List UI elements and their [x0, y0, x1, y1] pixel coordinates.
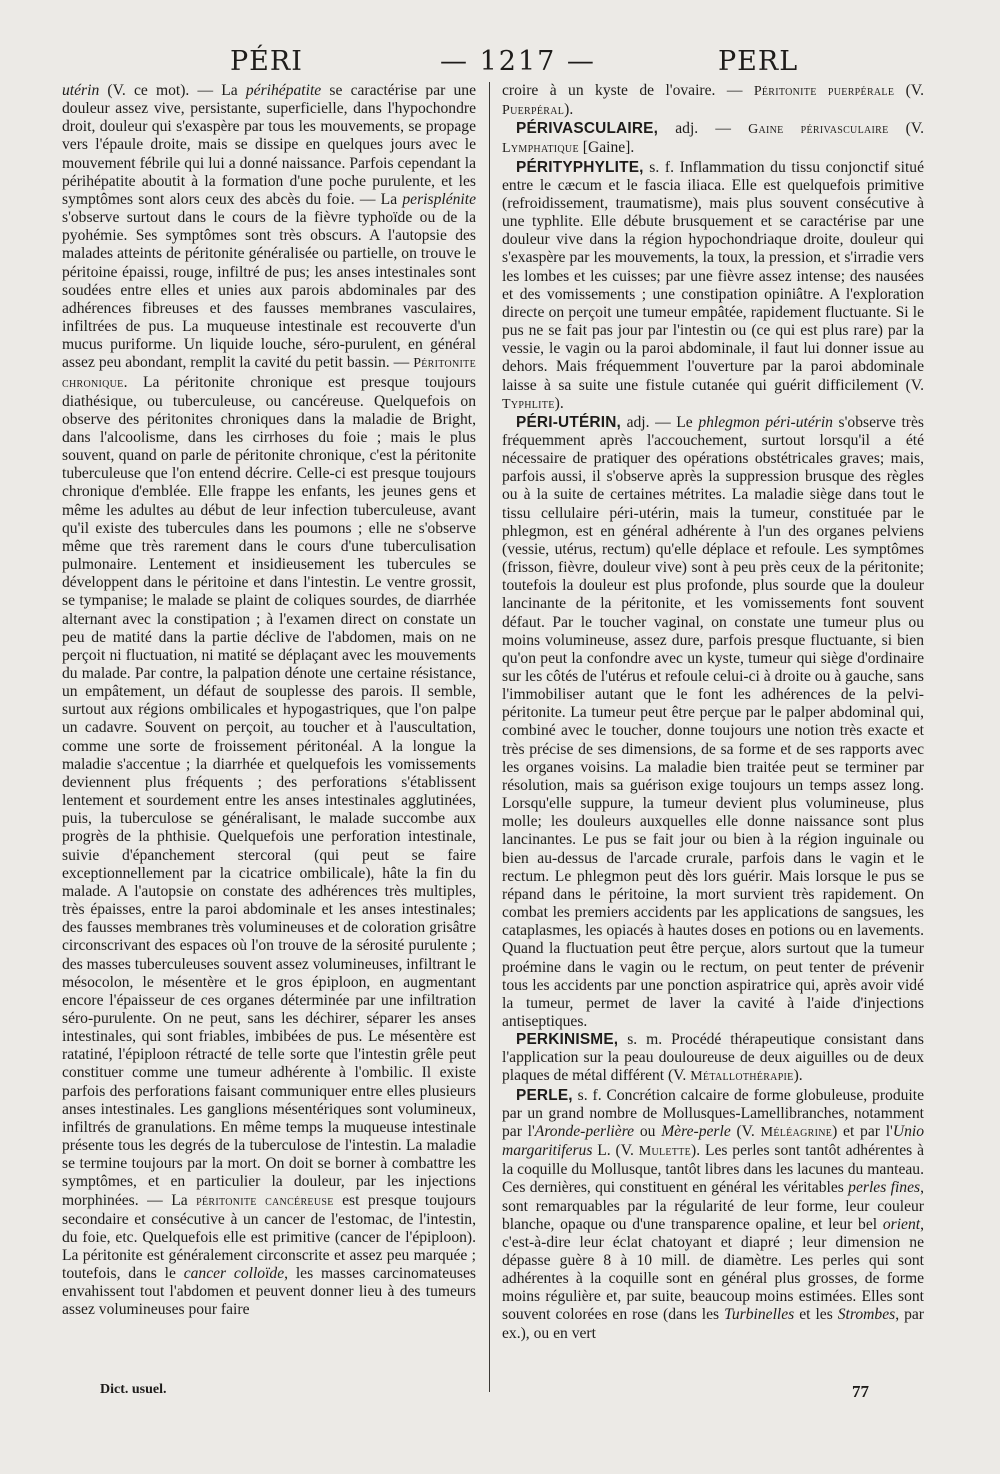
body-text: , les masses carcinomateuses envahissent tout l'abdomen et peuvent donner lieu à des tumeurs assez volumineuses pour faire: [62, 1265, 476, 1319]
italic-term: orient: [882, 1215, 921, 1233]
dictionary-entry: [502, 1087, 924, 1343]
body-text: , sont remarquables par la régularité de leur forme, leur couleur blanche, opaque ou d'une transparence opaline, et leur bel: [502, 1179, 924, 1233]
italic-term: perisplénite: [402, 190, 476, 208]
body-text: , c'est-à-dire leur éclat chatoyant et diapré ; leur dimension ne dépasse guère 8 à 10 mill. de diamètre. Les perles qui sont adhérentes à la coquille sont en général plus grosses, de forme moins régulière et, par suite, beaucoup moins estimées. Elles sont souvent colorées en rose (dans les: [502, 1215, 924, 1324]
italic-term: utérin: [62, 82, 100, 99]
footer-signature: Dict. usuel.: [100, 1382, 167, 1397]
body-text: ) et par l': [832, 1122, 893, 1140]
body-text: est presque toujours secondaire et consécutive à un cancer de l'estomac, de l'intestin, du foie, etc. Quelquefois elle est primitive (cancer de l'épiploon). La péritonite est généralement circonscrite et assez peu marquée ; toutefois, dans le: [62, 1191, 476, 1283]
page-number: — 1217 —: [440, 46, 596, 77]
body-text: (V.: [730, 1122, 761, 1140]
cross-reference: Mulette: [638, 1144, 692, 1160]
cross-reference: Métallothérapie: [690, 1069, 794, 1085]
dictionary-entry: [502, 82, 924, 120]
footer-sheet-number: 77: [852, 1382, 869, 1401]
body-text: s. f. Inflammation du tissu conjonctif situé entre le cæcum et le fascia iliaca. Elle est quelquefois primitive (refroidissement, traumatisme), mais plus souvent consécutive à une typhlite. Elle débute brusquement et se caractérise par une douleur vive dans la région hypochondriaque droite, douleur qui s'exaspère par les mouvements, la toux, la pression, et s'irradie vers les lombes et les cuisses; par une fièvre assez intense; des nausées et des vomissements ; une constipation opiniâtre. A l'exploration directe on perçoit une tumeur empâtée, rapidement fluctuante. Si le pus ne se fait pas jour par l'intestin ou (ce qui est plus rare) par la vessie, le vagin ou la paroi abdominale, il faut lui donner issue au dehors. Mais fréquemment l'ouverture par la paroi abdominale laisse à sa suite une fistule cutanée qui guérit difficilement (V.: [502, 158, 924, 394]
body-text: , par ex.), ou en vert: [502, 1306, 924, 1342]
cross-reference: Typhlite: [502, 396, 555, 412]
dictionary-entry: [502, 159, 924, 414]
body-text: ou: [634, 1122, 662, 1140]
body-text: [Gaine].: [578, 139, 635, 157]
dictionary-entry: [502, 120, 924, 158]
body-text: (V. ce mot). — La: [99, 82, 246, 99]
body-text: croire à un kyste de l'ovaire. —: [502, 82, 754, 99]
running-head-right: PERL: [718, 46, 799, 77]
body-text: (V.: [888, 120, 924, 138]
italic-term: Turbinelles: [724, 1306, 795, 1324]
dictionary-entry: [502, 414, 924, 1031]
body-text: adj. — Le: [621, 413, 699, 431]
italic-term: perles fines: [848, 1179, 921, 1197]
left-column: [62, 82, 476, 1320]
body-text: (V.: [894, 82, 924, 99]
italic-term: Unio margaritiferus: [502, 1122, 925, 1160]
entry-headword: PERLE,: [516, 1086, 573, 1104]
body-text: L. (V.: [592, 1142, 639, 1160]
body-text: s'observe très fréquemment après l'accouchement, surtout lorsqu'il a été nécessaire de pratiquer des opérations obstétricales graves; mais, parfois aussi, il s'observe après la suppression brusque des règles ou à la suite de certaines métrites. La maladie siège dans tout le tissu cellulaire péri-utérin, mais la tumeur, constituée par le phlegmon, est en général adhérente à l'un des organes pelviens (vessie, utérus, rectum) qu'elle déplace et refoule. Les symptômes (frisson, fièvre, douleur vive) sont à peu près ceux de la péritonite; toutefois la douleur est plus profonde, plus sourde que la douleur lancinante de la péritonite, et les vomissements font souvent défaut. Par le toucher vaginal, on constate une tumeur plus ou moins volumineuse, assez dure, parfois presque fluctuante, si bien qu'on peut la confondre avec un kyste, tumeur qui siège d'ordinaire sur les côtés de l'utérus et refoule celui-ci à droite ou à gauche, sans l'immobiliser autant que le font les adhérences de la pelvi-péritonite. La tumeur peut être perçue par le palper abdominal qui, combiné avec le toucher, donne toujours une notion très exacte et très précise de ses dimensions, de sa forme et de ses rapports avec les organes voisins. La maladie bien traitée peut se terminer par résolution, mais sa guérison exige toujours un temps assez long. Lorsqu'elle suppure, la tumeur devient plus volumineuse, plus molle; les douleurs auxquelles elle donne naissance sont plus lancinantes. Le pus se fait jour ou bien à la région inguinale ou bien au-dessus de l'arcade crurale, parfois dans le vagin et le rectum. Le phlegmon peut dès lors guérir. Mais lorsque le pus se répand dans le péritoine, la mort survient très rapidement. On combat les premiers accidents par les applications de sangsues, les cataplasmes, les opiacés à hautes doses en potions ou en lavements. Quand la fluctuation peut être perçue, alors surtout que la tumeur proémine dans le vagin ou le rectum, on peut tenter de prévenir tous les accidents par une ponction aspiratrice qui, après avoir vidé la tumeur, permet de laver la cavité à l'aide d'injections antiseptiques.: [502, 413, 924, 1030]
entry-headword: PÉRI-UTÉRIN,: [516, 413, 622, 431]
italic-term: cancer colloïde: [183, 1265, 285, 1283]
italic-term: phlegmon péri-utérin: [698, 413, 833, 431]
cross-reference: Péritonite chronique: [62, 356, 476, 391]
cross-reference: péritonite cancéreuse: [196, 1193, 334, 1209]
dictionary-entry: [502, 1031, 924, 1086]
cross-reference: Gaine périvasculaire: [748, 122, 889, 138]
left-column-text: [62, 82, 476, 1320]
running-head-left: PÉRI: [230, 46, 303, 77]
body-text: s. m. Procédé thérapeutique consistant dans l'application sur la peau douloureuse de deux aiguilles ou de deux plaques de métal différent (V.: [502, 1031, 924, 1085]
italic-term: périhépatite: [245, 82, 322, 99]
cross-reference: Péritonite puerpérale: [753, 84, 895, 99]
cross-reference: Puerpéral: [502, 103, 565, 119]
body-text: ).: [554, 394, 564, 412]
column-rule: [489, 82, 490, 1392]
body-text: s. f. Concrétion calcaire de forme globuleuse, produite par un grand nombre de Mollusques-Lamellibranches, notamment par l': [502, 1086, 924, 1140]
right-column: [502, 82, 924, 1343]
body-text: ).: [793, 1067, 803, 1085]
entry-headword: PÉRITYPHYLITE,: [516, 158, 644, 176]
italic-term: Aronde-perlière: [534, 1122, 635, 1140]
body-text: . La péritonite chronique est presque toujours diathésique, ou tuberculeuse, ou cancéreuse. Quelquefois on observe des péritonites chroniques dans la maladie de Bright, dans l'alcoolisme, dans les cirrhoses du foie ; mais le plus souvent, quand on parle de péritonite chronique, c'est la péritonite tuberculeuse que l'on entend décrire. Celle-ci est presque toujours chronique d'emblée. Elle frappe les enfants, les jeunes gens et même les adultes au début de leur infection tuberculeuse, avant qu'il existe des tubercules dans les poumons ; elle ne s'observe même que très rarement dans le cours d'une tuberculisation pulmonaire. Lentement et insidieusement les tubercules se développent dans le péritoine et dans l'intestin. Le ventre grossit, se tympanise; le malade se plaint de coliques sourdes, de diarrhée alternant avec la constipation ; à l'examen direct on constate un peu de matité dans la partie déclive de l'abdomen, mais on ne perçoit ni fluctuation, ni matité se déplaçant avec les mouvements du malade. Par contre, la palpation dénote une certaine résistance, un empâtement, un défaut de souplesse des parois. Il semble, surtout aux régions ombilicales et hypogastriques, que l'on palpe un cadavre. Souvent on perçoit, au toucher et à l'auscultation, comme une sorte de froissement péritonéal. A la longue la maladie s'accentue ; la diarrhée et quelquefois les vomissements deviennent plus fréquents ; des perforations s'établissent lentement et sourdement entre les anses intestinales agglutinées, puis, la tuberculose se généralisant, le malade succombe aux progrès de la phthisie. Quelquefois une perforation intestinale, suivie d'épanchement stercoral (qui peut se faire exceptionnellement par la cicatrice ombilicale), hâte la fin du malade. A l'autopsie on constate des adhérences très multiples, très épaisses, entre la paroi abdominale et les anses intestinales; des fausses membranes très volumineuses et de coloration grisâtre circonscrivant des espaces où l'on trouve de la sérosité purulente ; des masses tuberculeuses souvent assez volumineuses, infiltrant le mésocolon, le mésentère et le gros épiploon, en augmentant encore l'épaisseur de ces organes déterminée par une infiltration séro-purulente. On ne peut, sans les déchirer, séparer les anses intestinales, qui sont friables, imbibées de pus. Le mésentère est ratatiné, l'épiploon rétracté de telle sorte que l'intestin grêle peut constituer comme une tumeur adhérente à l'ombilic. Il existe parfois des perforations faisant communiquer entre elles plusieurs anses intestinales. Les ganglions mésentériques sont volumineux, infiltrés de granulations. En même temps la muqueuse intestinale présente tous les degrés de la tuberculose de l'intestin. La maladie se termine toujours par la mort. On doit se borner à combattre les symptômes, et en particulier la douleur, par les injections morphinées. — La: [62, 373, 477, 1209]
body-text: adj. —: [658, 120, 749, 138]
cross-reference: Lymphatique: [502, 141, 579, 157]
body-text: ). Les perles sont tantôt adhérentes à la coquille du Mollusque, tantôt libres dans les lacunes du manteau. Ces dernières, qui constituent en général les véritables: [502, 1142, 924, 1197]
body-text: se caractérise par une douleur assez vive, persistante, superficielle, dans l'hypochondre droit, douleur qui s'exaspère par tous les mouvements, se propage vers l'épaule droite, mais se dissipe en quelques jours avec le mouvement fébrile qui lui a donné naissance. Parfois cependant la périhépatite aboutit à la formation d'une poche purulente, et les symptômes sont alors ceux des abcès du foie. — La: [62, 82, 476, 208]
body-text: ).: [564, 101, 574, 119]
entry-headword: PÉRIVASCULAIRE,: [516, 120, 659, 138]
italic-term: Strombes: [837, 1306, 896, 1324]
italic-term: Mère-perle: [661, 1122, 731, 1140]
body-text: et les: [794, 1306, 838, 1324]
entry-headword: PERKINISME,: [516, 1031, 619, 1049]
body-text: s'observe surtout dans le cours de la fièvre typhoïde ou de la pyohémie. Ses symptômes sont très obscurs. A l'autopsie des malades atteints de péritonite généralisée ou partielle, on trouve le péritoine épaissi, rouge, infiltré de pus; les anses intestinales sont soudées entre elles et unies aux parois abdominales par des adhérences fibreuses et des fausses membranes vasculaires, infiltrées de pus. La muqueuse intestinale est recouverte d'un mucus puriforme. Un liquide louche, séro-purulent, en général assez peu abondant, remplit la cavité du petit bassin. —: [62, 209, 476, 372]
cross-reference: Méléagrine: [760, 1124, 833, 1140]
